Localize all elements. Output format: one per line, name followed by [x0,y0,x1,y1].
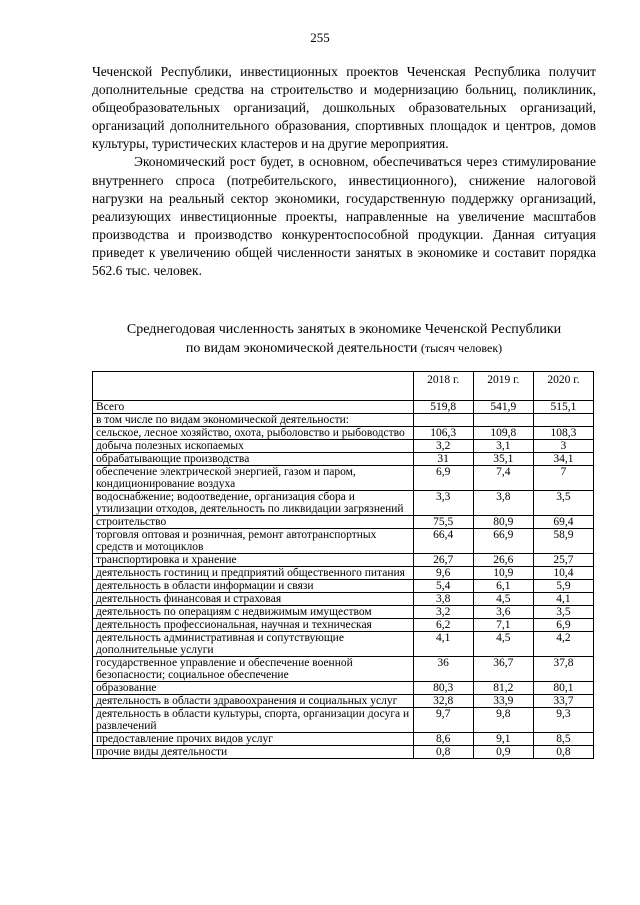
table-row [93,453,594,466]
header-cell [93,372,414,401]
table-row [93,657,594,682]
value-cell: 80,9 [473,516,533,529]
value-cell: 26,6 [473,554,533,567]
value-cell: 4,2 [533,632,593,657]
activity-cell: деятельность в области культуры, спорта, организации досуга и развлечений [93,708,414,733]
value-cell: 4,1 [533,593,593,606]
table-row [93,580,594,593]
value-cell: 36,7 [473,657,533,682]
value-cell: 66,9 [473,529,533,554]
table-row [93,606,594,619]
value-cell: 33,7 [533,695,593,708]
value-cell: 0,8 [413,746,473,759]
table-row [93,401,594,414]
table-row [93,708,594,733]
activity-cell: деятельность в области здравоохранения и социальных услуг [93,695,414,708]
activity-cell: обеспечение электрической энергией, газом и паром, кондиционирование воздуха [93,466,414,491]
body-text [92,63,596,280]
table-row [93,427,594,440]
value-cell: 3,5 [533,491,593,516]
activity-cell: водоснабжение; водоотведение, организация сбора и утилизации отходов, деятельность по ликвидации загрязнений [93,491,414,516]
value-cell: 6,2 [413,619,473,632]
activity-cell: в том числе по видам экономической деятельности: [93,414,414,427]
activity-cell: транспортировка и хранение [93,554,414,567]
activity-cell: деятельность по операциям с недвижимым имуществом [93,606,414,619]
activity-cell: деятельность профессиональная, научная и техническая [93,619,414,632]
table-row [93,746,594,759]
value-cell: 9,8 [473,708,533,733]
activity-cell: деятельность административная и сопутствующие дополнительные услуги [93,632,414,657]
value-cell: 6,9 [533,619,593,632]
value-cell: 519,8 [413,401,473,414]
value-cell: 75,5 [413,516,473,529]
value-cell: 3,2 [413,440,473,453]
value-cell: 9,3 [533,708,593,733]
value-cell: 26,7 [413,554,473,567]
header-cell: 2018 г. [413,372,473,401]
table-caption [92,320,596,358]
value-cell: 3,3 [413,491,473,516]
table-row [93,695,594,708]
activity-cell: прочие виды деятельности [93,746,414,759]
value-cell [413,414,473,427]
paragraph: Экономический рост будет, в основном, обеспечиваться через стимулирование внутреннего спроса (потребительского, инвестиционного), снижение налоговой нагрузки на реальный сектор экономики, государственную поддержку организаций, реализующих инвестиционные проекты, направленные на увеличение масштабов производства и производство конкурентоспособной продукции. Данная ситуация приведет к увеличению общей численности занятых в экономике и составит порядка 562.6 тыс. человек. [92,154,596,279]
value-cell: 3,5 [533,606,593,619]
value-cell: 32,8 [413,695,473,708]
table-row [93,632,594,657]
value-cell: 6,1 [473,580,533,593]
value-cell: 31 [413,453,473,466]
value-cell: 108,3 [533,427,593,440]
table-caption-line: Среднегодовая численность занятых в экономике Чеченской Республики [126,322,562,337]
value-cell [533,414,593,427]
activity-cell: Всего [93,401,414,414]
value-cell: 9,6 [413,567,473,580]
value-cell: 4,1 [413,632,473,657]
value-cell: 4,5 [473,593,533,606]
value-cell: 10,9 [473,567,533,580]
value-cell: 5,4 [413,580,473,593]
value-cell: 541,9 [473,401,533,414]
table-unit: (тысяч человек) [420,341,503,355]
table-row [93,619,594,632]
table-row [93,554,594,567]
value-cell: 33,9 [473,695,533,708]
value-cell: 37,8 [533,657,593,682]
value-cell: 36 [413,657,473,682]
table-row [93,567,594,580]
value-cell: 3,8 [413,593,473,606]
table-row [93,414,594,427]
value-cell: 58,9 [533,529,593,554]
activity-cell: деятельность в области информации и связи [93,580,414,593]
value-cell: 515,1 [533,401,593,414]
value-cell: 0,9 [473,746,533,759]
activity-cell: обрабатывающие производства [93,453,414,466]
activity-cell: строительство [93,516,414,529]
value-cell: 35,1 [473,453,533,466]
table-header-row [93,372,594,401]
table-body [93,401,594,759]
value-cell: 7,1 [473,619,533,632]
value-cell: 3 [533,440,593,453]
activity-cell: предоставление прочих видов услуг [93,733,414,746]
value-cell: 81,2 [473,682,533,695]
value-cell: 9,1 [473,733,533,746]
table-row [93,466,594,491]
value-cell: 3,2 [413,606,473,619]
value-cell: 8,6 [413,733,473,746]
value-cell: 8,5 [533,733,593,746]
table-row [93,593,594,606]
header-cell: 2020 г. [533,372,593,401]
value-cell: 80,3 [413,682,473,695]
value-cell: 0,8 [533,746,593,759]
value-cell: 7,4 [473,466,533,491]
value-cell: 10,4 [533,567,593,580]
activity-cell: деятельность гостиниц и предприятий общественного питания [93,567,414,580]
activity-cell: сельское, лесное хозяйство, охота, рыболовство и рыбоводство [93,427,414,440]
value-cell: 9,7 [413,708,473,733]
value-cell: 3,6 [473,606,533,619]
table-row [93,682,594,695]
table-row [93,733,594,746]
table-row [93,516,594,529]
activity-cell: образование [93,682,414,695]
value-cell: 3,8 [473,491,533,516]
value-cell: 106,3 [413,427,473,440]
table-row [93,491,594,516]
activity-cell: деятельность финансовая и страховая [93,593,414,606]
activity-cell: государственное управление и обеспечение военной безопасности; социальное обеспечение [93,657,414,682]
table-row [93,440,594,453]
value-cell: 6,9 [413,466,473,491]
value-cell [473,414,533,427]
value-cell: 66,4 [413,529,473,554]
table-caption-line [92,339,596,358]
employment-table [92,371,594,759]
activity-cell: торговля оптовая и розничная, ремонт автотранспортных средств и мотоциклов [93,529,414,554]
value-cell: 80,1 [533,682,593,695]
activity-cell: добыча полезных ископаемых [93,440,414,453]
value-cell: 4,5 [473,632,533,657]
paragraph: Чеченской Республики, инвестиционных проектов Чеченская Республика получит дополнительные средства на строительство и модернизацию больниц, поликлиник, общеобразовательных организаций, дошкольных образовательных организаций, организаций дополнительного образования, спортивных площадок и центров, домов культуры, туристических кластеров и на другие мероприятия. [92,64,596,152]
value-cell: 3,1 [473,440,533,453]
table-row [93,529,594,554]
value-cell: 109,8 [473,427,533,440]
value-cell: 25,7 [533,554,593,567]
page-number: 255 [310,30,330,45]
value-cell: 5,9 [533,580,593,593]
header-cell: 2019 г. [473,372,533,401]
value-cell: 7 [533,466,593,491]
table-caption-text: по видам экономической деятельности [185,341,418,356]
value-cell: 34,1 [533,453,593,466]
value-cell: 69,4 [533,516,593,529]
